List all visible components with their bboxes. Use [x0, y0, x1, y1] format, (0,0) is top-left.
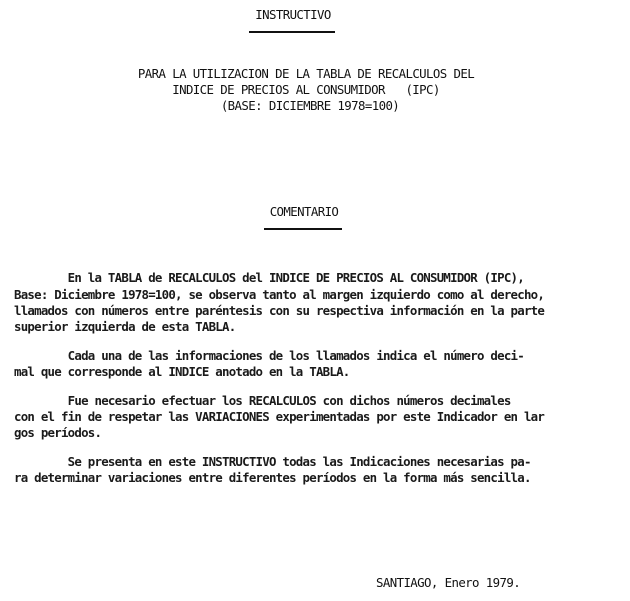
paragraph-1-line-1: En la TABLA de RECALCULOS del INDICE DE PRECIOS AL CONSUMIDOR (IPC), — [14, 270, 524, 285]
subtitle-line-2: INDICE DE PRECIOS AL CONSUMIDOR (IPC) — [172, 82, 440, 97]
section-title: COMENTARIO — [269, 204, 339, 219]
document-title: INSTRUCTIVO — [255, 7, 331, 22]
paragraph-3-line-3: gos períodos. — [14, 425, 102, 440]
subtitle-line-1: PARA LA UTILIZACION DE LA TABLA DE RECALCULOS DEL — [137, 66, 475, 81]
paragraph-1-line-4: superior izquierda de esta TABLA. — [14, 319, 236, 334]
title-underline — [249, 31, 335, 33]
paragraph-3-line-2: con el fin de respetar las VARIACIONES experimentadas por este Indicador en lar — [14, 409, 545, 424]
paragraph-1-line-2: Base: Diciembre 1978=100, se observa tanto al margen izquierdo como al derecho, — [14, 287, 545, 302]
subtitle-line-3: (BASE: DICIEMBRE 1978=100) — [220, 98, 400, 113]
place-date: SANTIAGO, Enero 1979. — [376, 575, 521, 590]
paragraph-3-line-1: Fue necesario efectuar los RECALCULOS con dichos números decimales — [14, 393, 511, 408]
paragraph-4-line-2: ra determinar variaciones entre diferentes períodos en la forma más sencilla. — [14, 470, 531, 485]
paragraph-2-line-2: mal que corresponde al INDICE anotado en la TABLA. — [14, 364, 350, 379]
paragraph-1-line-3: llamados con números entre paréntesis con su respectiva información en la parte — [14, 303, 545, 318]
paragraph-2-line-1: Cada una de las informaciones de los llamados indica el número deci- — [14, 348, 524, 363]
paragraph-4-line-1: Se presenta en este INSTRUCTIVO todas las Indicaciones necesarias pa- — [14, 454, 531, 469]
section-title-underline — [264, 228, 342, 230]
